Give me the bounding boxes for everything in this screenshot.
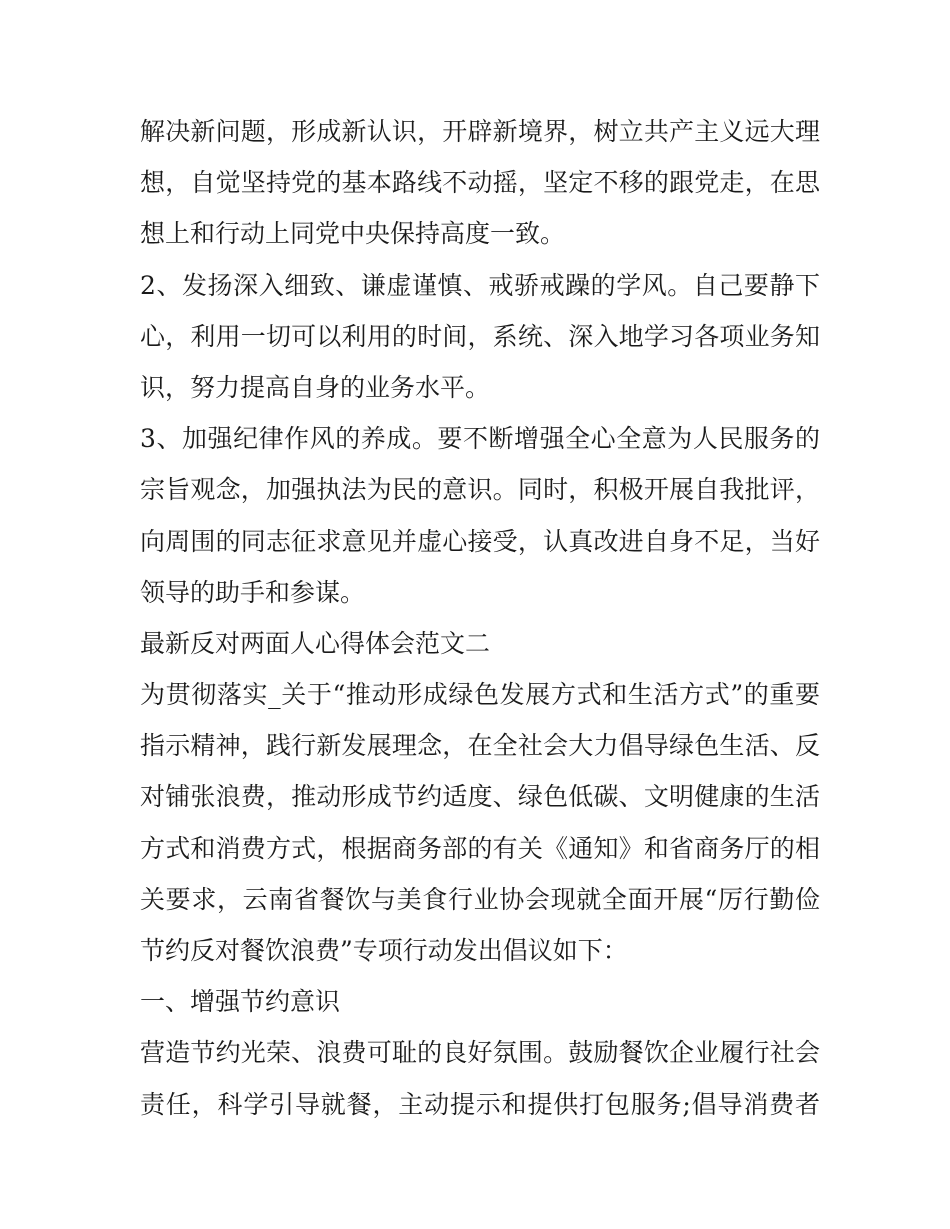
text-line: 责任，科学引导就餐，主动提示和提供打包服务;倡导消费者 (140, 1089, 820, 1119)
text-line: 2、发扬深入细致、谦虚谨慎、戒骄戒躁的学风。自己要静下 (140, 270, 820, 300)
text-line: 3、加强纪律作风的养成。要不断增强全心全意为人民服务的 (140, 424, 820, 454)
text-line: 关要求，云南省餐饮与美食行业协会现就全面开展“厉行勤俭 (140, 884, 820, 914)
subsection-heading: 一、增强节约意识 (140, 987, 341, 1017)
text-line: 方式和消费方式，根据商务部的有关《通知》和省商务厅的相 (140, 833, 820, 863)
text-line: 想，自觉坚持党的基本路线不动摇，坚定不移的跟党走，在思 (140, 168, 820, 198)
text-line: 解决新问题，形成新认识，开辟新境界，树立共产主义远大理 (140, 117, 820, 146)
section-heading: 最新反对两面人心得体会范文二 (140, 628, 491, 658)
text-line: 宗旨观念，加强执法为民的意识。同时，积极开展自我批评， (140, 475, 820, 505)
text-line: 为贯彻落实_关于“推动形成绿色发展方式和生活方式”的重要 (140, 680, 820, 710)
text-line: 想上和行动上同党中央保持高度一致。 (140, 219, 566, 249)
document-body (140, 106, 820, 1130)
text-line: 领导的助手和参谋。 (140, 577, 366, 607)
text-line: 营造节约光荣、浪费可耻的良好氛围。鼓励餐饮企业履行社会 (140, 1038, 820, 1068)
text-line: 心，利用一切可以利用的时间，系统、深入地学习各项业务知 (140, 321, 820, 351)
text-line: 指示精神，践行新发展理念，在全社会大力倡导绿色生活、反 (140, 731, 820, 761)
text-line: 识，努力提高自身的业务水平。 (140, 372, 491, 402)
text-line: 对铺张浪费，推动形成节约适度、绿色低碳、文明健康的生活 (140, 782, 820, 812)
text-line: 向周围的同志征求意见并虚心接受，认真改进自身不足，当好 (140, 526, 820, 556)
text-line: 节约反对餐饮浪费”专项行动发出倡议如下： (140, 936, 628, 965)
